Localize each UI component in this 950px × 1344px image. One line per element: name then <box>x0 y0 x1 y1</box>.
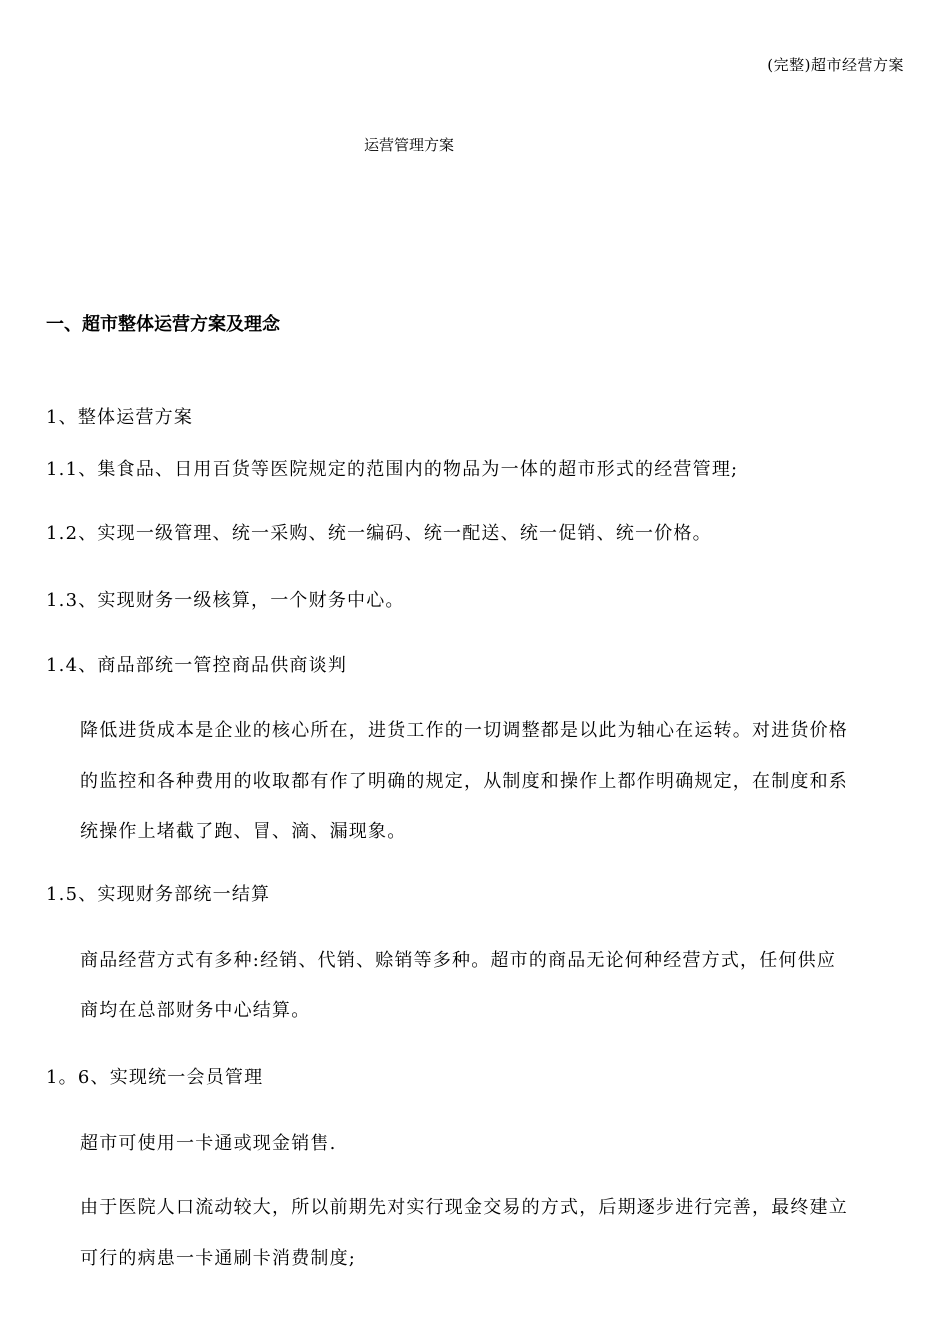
paragraph-line: 降低进货成本是企业的核心所在，进货工作的一切调整都是以此为轴心在运转。对进货价格 <box>80 720 848 741</box>
list-item: 1.1、集食品、日用百货等医院规定的范围内的物品为一体的超市形式的经营管理; <box>46 459 739 480</box>
page-header-title: (完整)超市经营方案 <box>767 56 904 74</box>
paragraph-line: 由于医院人口流动较大，所以前期先对实行现金交易的方式，后期逐步进行完善，最终建立 <box>80 1197 848 1218</box>
list-item: 1.2、实现一级管理、统一采购、统一编码、统一配送、统一促销、统一价格。 <box>46 523 712 544</box>
list-item: 1.4、商品部统一管控商品供商谈判 <box>46 655 348 676</box>
paragraph-line: 可行的病患一卡通刷卡消费制度; <box>80 1248 357 1269</box>
paragraph-line: 统操作上堵截了跑、冒、滴、漏现象。 <box>80 821 407 842</box>
section-heading: 一、超市整体运营方案及理念 <box>46 314 280 335</box>
list-item: 1。6、实现统一会员管理 <box>46 1067 264 1088</box>
paragraph-line: 的监控和各种费用的收取都有作了明确的规定，从制度和操作上都作明确规定，在制度和系 <box>80 771 848 792</box>
paragraph-line: 超市可使用一卡通或现金销售. <box>80 1133 337 1154</box>
paragraph-line: 商均在总部财务中心结算。 <box>80 1000 311 1021</box>
list-item: 1.3、实现财务一级核算，一个财务中心。 <box>46 590 405 611</box>
subsection-heading: 1、整体运营方案 <box>46 407 194 428</box>
document-title: 运营管理方案 <box>364 136 455 154</box>
list-item: 1.5、实现财务部统一结算 <box>46 884 271 905</box>
paragraph-line: 商品经营方式有多种:经销、代销、赊销等多种。超市的商品无论何种经营方式，任何供应 <box>80 950 837 971</box>
